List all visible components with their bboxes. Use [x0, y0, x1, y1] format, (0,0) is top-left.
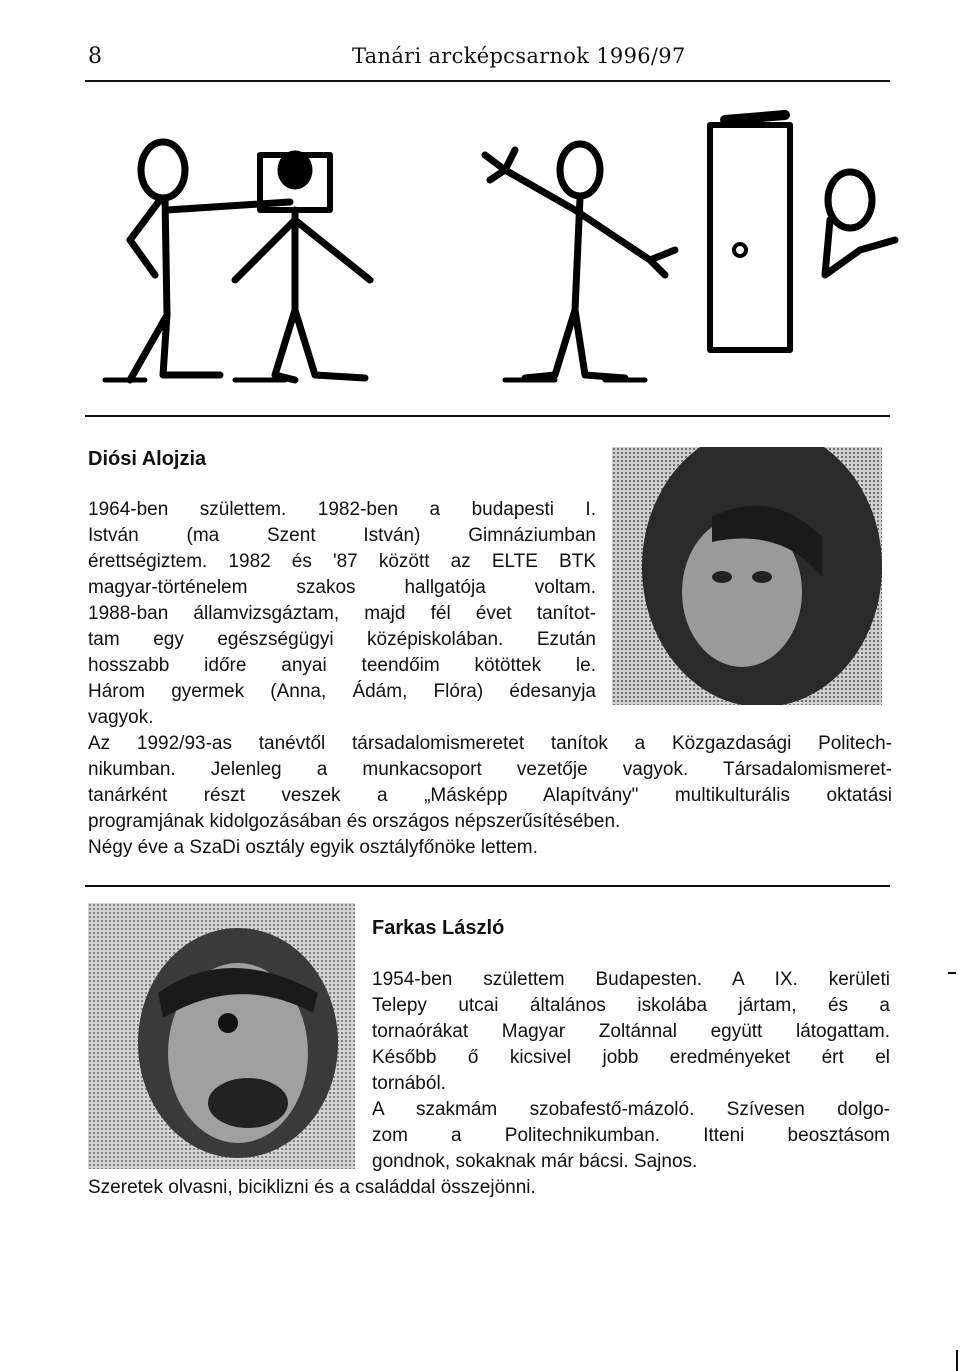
bio-line: Szeretek olvasni, biciklizni és a családdal összejönni.	[88, 1177, 536, 1198]
bio-line: hosszabb időre anyai teendőim kötöttek le.	[88, 655, 596, 676]
teacher-name: Farkas László	[372, 917, 505, 939]
margin-mark	[956, 1350, 958, 1371]
teacher-portrait-photo	[88, 903, 355, 1169]
teacher-bio-wrapped	[372, 967, 890, 1175]
bio-line: gondnok, sokaknak már bácsi. Sajnos.	[372, 1151, 698, 1172]
section-divider	[85, 415, 890, 417]
bio-line: nikumban. Jelenleg a munkacsoport vezetője vagyok. Társadalomismeret-	[88, 759, 892, 780]
bio-line: István (ma Szent István) Gimnáziumban	[88, 525, 596, 546]
bio-line: Telepy utcai általános iskolába jártam, és a	[372, 995, 890, 1016]
bio-line: zom a Politechnikumban. Itteni beosztásom	[372, 1125, 890, 1146]
bio-line: Négy éve a SzaDi osztály egyik osztályfőnöke lettem.	[88, 837, 538, 858]
bio-line: 1964-ben születtem. 1982-ben a budapesti I.	[88, 499, 596, 520]
bio-line: magyar-történelem szakos hallgatója voltam.	[88, 577, 596, 598]
bio-line: tam egy egészségügyi középiskolában. Ezután	[88, 629, 596, 650]
bio-line: 1954-ben születtem Budapesten. A IX. kerületi	[372, 969, 890, 990]
bio-line: Három gyermek (Anna, Ádám, Flóra) édesanyja	[88, 681, 596, 702]
bio-line: tornaórákat Magyar Zoltánnal együtt látogattam.	[372, 1021, 890, 1042]
teacher-bio-full	[88, 705, 892, 861]
teacher-name: Diósi Alojzia	[88, 448, 207, 470]
margin-mark	[948, 972, 956, 974]
bio-line: Az 1992/93-as tanévtől társadalomismeretet tanítok a Közgazdasági Politech-	[88, 733, 892, 754]
bio-line: érettségiztem. 1982 és '87 között az ELTE BTK	[88, 551, 596, 572]
stick-figures-illustration	[85, 100, 900, 390]
bio-line: A szakmám szobafestő-mázoló. Szívesen dolgo-	[372, 1099, 890, 1120]
bio-line: vagyok.	[88, 707, 154, 728]
teacher-bio-wrapped	[88, 497, 596, 705]
bio-line: 1988-ban államvizsgáztam, majd fél évet tanítot-	[88, 603, 596, 624]
header-rule	[85, 80, 890, 82]
page-number: 8	[88, 44, 102, 69]
section-divider	[85, 885, 890, 887]
teacher-bio-full	[88, 1175, 892, 1201]
bio-line: programjának kidolgozásában és országos népszerűsítésében.	[88, 811, 621, 832]
page-header-title: Tanári arcképcsarnok 1996/97	[352, 44, 686, 68]
teacher-portrait-photo	[612, 447, 882, 705]
bio-line: Később ő kicsivel jobb eredményeket ért el	[372, 1047, 890, 1068]
bio-line: tornából.	[372, 1073, 446, 1094]
bio-line: tanárként részt veszek a „Másképp Alapítvány" multikulturális oktatási	[88, 785, 892, 806]
